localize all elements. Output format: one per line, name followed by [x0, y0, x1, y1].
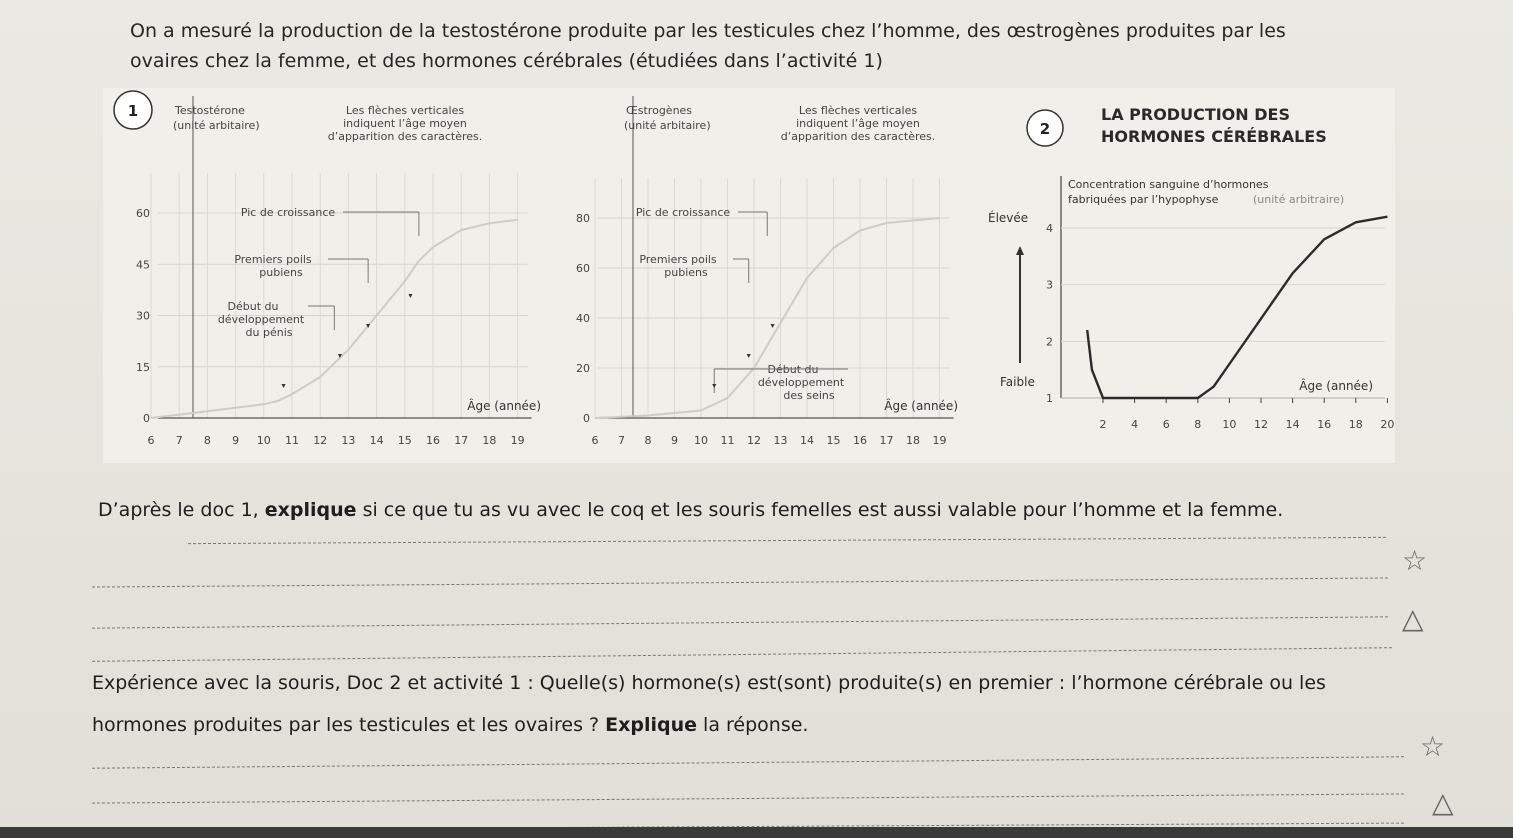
chart1-note-line: Les flèches verticales [345, 104, 465, 117]
chart1-x-tick-label: 12 [313, 434, 328, 447]
triangle-icon-2: △ [1432, 786, 1454, 819]
chart2-age-arrow [712, 384, 716, 388]
chart1-number: 1 [127, 102, 139, 120]
chart3-scale-arrowhead [1016, 246, 1024, 255]
chart2-y-tick-label: 0 [583, 412, 590, 425]
chart1-y-tick-label: 60 [136, 207, 150, 220]
chart2-x-tick-label: 10 [694, 434, 708, 447]
chart3-x-tick-label: 12 [1254, 418, 1268, 431]
chart1-y-unit: (unité arbitaire) [173, 119, 260, 132]
chart3-y-tick-label: 2 [1046, 335, 1053, 349]
question-1-rest: si ce que tu as vu avec le coq et les souris femelles est aussi valable pour l’homme et la femme. [356, 499, 1284, 521]
chart3-x-tick-label: 10 [1222, 418, 1237, 431]
chart1-x-tick-label: 11 [285, 434, 299, 447]
chart3-y-unit: (unité arbitraire) [1253, 193, 1345, 206]
chart2-y-tick-label: 20 [576, 362, 590, 375]
chart3-low-label: Faible [1000, 375, 1035, 389]
chart2-x-tick-label: 6 [591, 434, 599, 447]
chart1-x-tick-label: 10 [256, 434, 271, 447]
chart1-x-label: Âge (année) [467, 399, 541, 413]
chart2-annotation-text: des seins [783, 389, 835, 402]
intro-text [130, 16, 1430, 76]
chart2-y-title: Œstrogènes [626, 104, 693, 117]
chart1-x-tick-label: 18 [482, 434, 497, 447]
chart2-note-line: indiquent l’âge moyen [796, 117, 920, 130]
chart2-x-tick-label: 9 [671, 434, 678, 447]
answer-line-2[interactable] [92, 577, 1388, 587]
chart2-x-tick-label: 13 [773, 434, 788, 447]
intro-line-2: ovaires chez la femme, et des hormones cérébrales (étudiées dans l’activité 1) [130, 50, 883, 72]
answer-line-3[interactable] [92, 616, 1388, 628]
chart3-y-title-2: fabriquées par l’hypophyse [1068, 193, 1219, 206]
star-icon: ☆ [1402, 544, 1428, 577]
chart3-x-tick-label: 20 [1380, 418, 1395, 431]
bottom-edge [0, 827, 1513, 838]
chart2-y-unit: (unité arbitaire) [624, 119, 711, 132]
chart1-x-tick-label: 8 [203, 434, 211, 447]
chart1-y-tick-label: 30 [136, 309, 150, 323]
chart2-x-tick-label: 17 [879, 434, 894, 447]
chart2-age-arrow [771, 324, 775, 328]
question-2-text: Expérience avec la souris, Doc 2 et activité 1 : Quelle(s) hormone(s) est(sont) produite(s) en premier : l’hormone cérébrale ou les hormones produites par les testicules et les ovaires ? [92, 672, 1326, 736]
chart3-number: 2 [1039, 120, 1051, 138]
chart2-x-label: Âge (année) [884, 399, 958, 413]
chart2-annotation-text: Début du [767, 363, 819, 376]
chart1-x-tick-label: 15 [397, 434, 412, 447]
answer-line-6[interactable] [92, 793, 1404, 803]
chart1-y-tick-label: 15 [136, 360, 150, 374]
charts-svg [103, 88, 1395, 463]
answer-line-5[interactable] [92, 756, 1404, 768]
chart1-x-tick-label: 16 [426, 434, 440, 447]
triangle-icon: △ [1402, 602, 1424, 635]
chart3-x-tick-label: 8 [1194, 418, 1202, 431]
chart2-annotation-text: Premiers poils [639, 253, 717, 266]
chart1-y-tick-label: 45 [136, 258, 150, 272]
chart1-x-tick-label: 9 [232, 434, 240, 447]
chart2-annotation-text: Pic de croissance [635, 206, 731, 219]
chart2-note-line: d’apparition des caractères. [780, 130, 936, 143]
chart1-annotation-text: Pic de croissance [240, 206, 336, 219]
chart3-x-tick-label: 14 [1285, 418, 1300, 431]
chart1-annotation-text: Début du [227, 300, 279, 313]
chart2-y-tick-label: 40 [576, 312, 590, 325]
chart3-x-tick-label: 16 [1317, 418, 1332, 431]
answer-line-4[interactable] [92, 647, 1392, 662]
chart3-x-tick-label: 4 [1131, 418, 1139, 431]
question-2-bold: Explique [605, 714, 698, 736]
chart3-title: HORMONES CÉRÉBRALES [1101, 127, 1327, 146]
chart3-y-title: Concentration sanguine d’hormones [1068, 178, 1269, 191]
chart1-note-line: d’apparition des caractères. [327, 130, 483, 143]
chart3-x-tick-label: 6 [1162, 418, 1170, 431]
chart1-x-tick-label: 7 [175, 434, 183, 447]
chart1-x-tick-label: 17 [454, 434, 469, 447]
chart2-x-tick-label: 16 [853, 434, 867, 447]
chart2-x-tick-label: 7 [618, 434, 625, 447]
chart3-x-label: Âge (année) [1299, 379, 1373, 393]
chart3-title: LA PRODUCTION DES [1101, 105, 1290, 124]
chart1-age-arrow [408, 294, 412, 298]
star-icon-2: ☆ [1420, 730, 1446, 763]
chart1-annotation-text: pubiens [259, 266, 303, 279]
intro-line-1: On a mesuré la production de la testostérone produite par les testicules chez l’homme, des œstrogènes produites par les [130, 20, 1286, 42]
chart1-age-arrow [282, 384, 286, 388]
chart2-x-tick-label: 14 [800, 434, 814, 447]
chart2-x-tick-label: 15 [826, 434, 841, 447]
question-1 [98, 482, 1348, 538]
chart1-y-tick-label: 0 [143, 412, 150, 425]
chart1-note-line: indiquent l’âge moyen [343, 117, 467, 130]
chart1-y-title: Testostérone [175, 104, 245, 117]
chart1-x-tick-label: 6 [147, 434, 155, 447]
chart2-x-tick-label: 11 [720, 434, 735, 447]
chart2-x-tick-label: 18 [906, 434, 920, 447]
chart3-y-tick-label: 3 [1046, 278, 1053, 292]
chart1-annotation-text: du pénis [245, 326, 293, 339]
chart2-annotation-text: pubiens [664, 266, 708, 279]
question-2-rest: la réponse. [697, 714, 809, 736]
chart2-x-tick-label: 8 [644, 434, 652, 447]
chart3-x-tick-label: 18 [1348, 418, 1363, 431]
chart3-high-label: Élevée [988, 211, 1029, 225]
documents-panel [103, 88, 1395, 463]
question-2 [92, 662, 1352, 746]
chart1-annotation-text: Premiers poils [234, 253, 312, 266]
chart3-series-line [1087, 217, 1387, 398]
chart1-x-tick-label: 14 [369, 434, 384, 447]
question-1-text: D’après le doc 1, [98, 499, 265, 521]
chart2-y-tick-label: 80 [576, 212, 590, 225]
chart2-x-tick-label: 12 [747, 434, 761, 447]
chart2-y-tick-label: 60 [576, 262, 590, 275]
chart2-x-tick-label: 19 [932, 434, 947, 447]
chart3-x-tick-label: 2 [1099, 418, 1107, 431]
chart1-x-tick-label: 19 [510, 434, 525, 447]
chart2-annotation-text: développement [757, 376, 845, 389]
chart3-y-tick-label: 4 [1046, 222, 1053, 235]
chart2-age-arrow [747, 354, 751, 358]
chart2-note-line: Les flèches verticales [798, 104, 918, 117]
question-1-bold: explique [264, 499, 357, 521]
chart1-annotation-text: développement [217, 313, 305, 326]
chart1-x-tick-label: 13 [341, 434, 356, 447]
chart3-y-tick-label: 1 [1046, 392, 1053, 405]
